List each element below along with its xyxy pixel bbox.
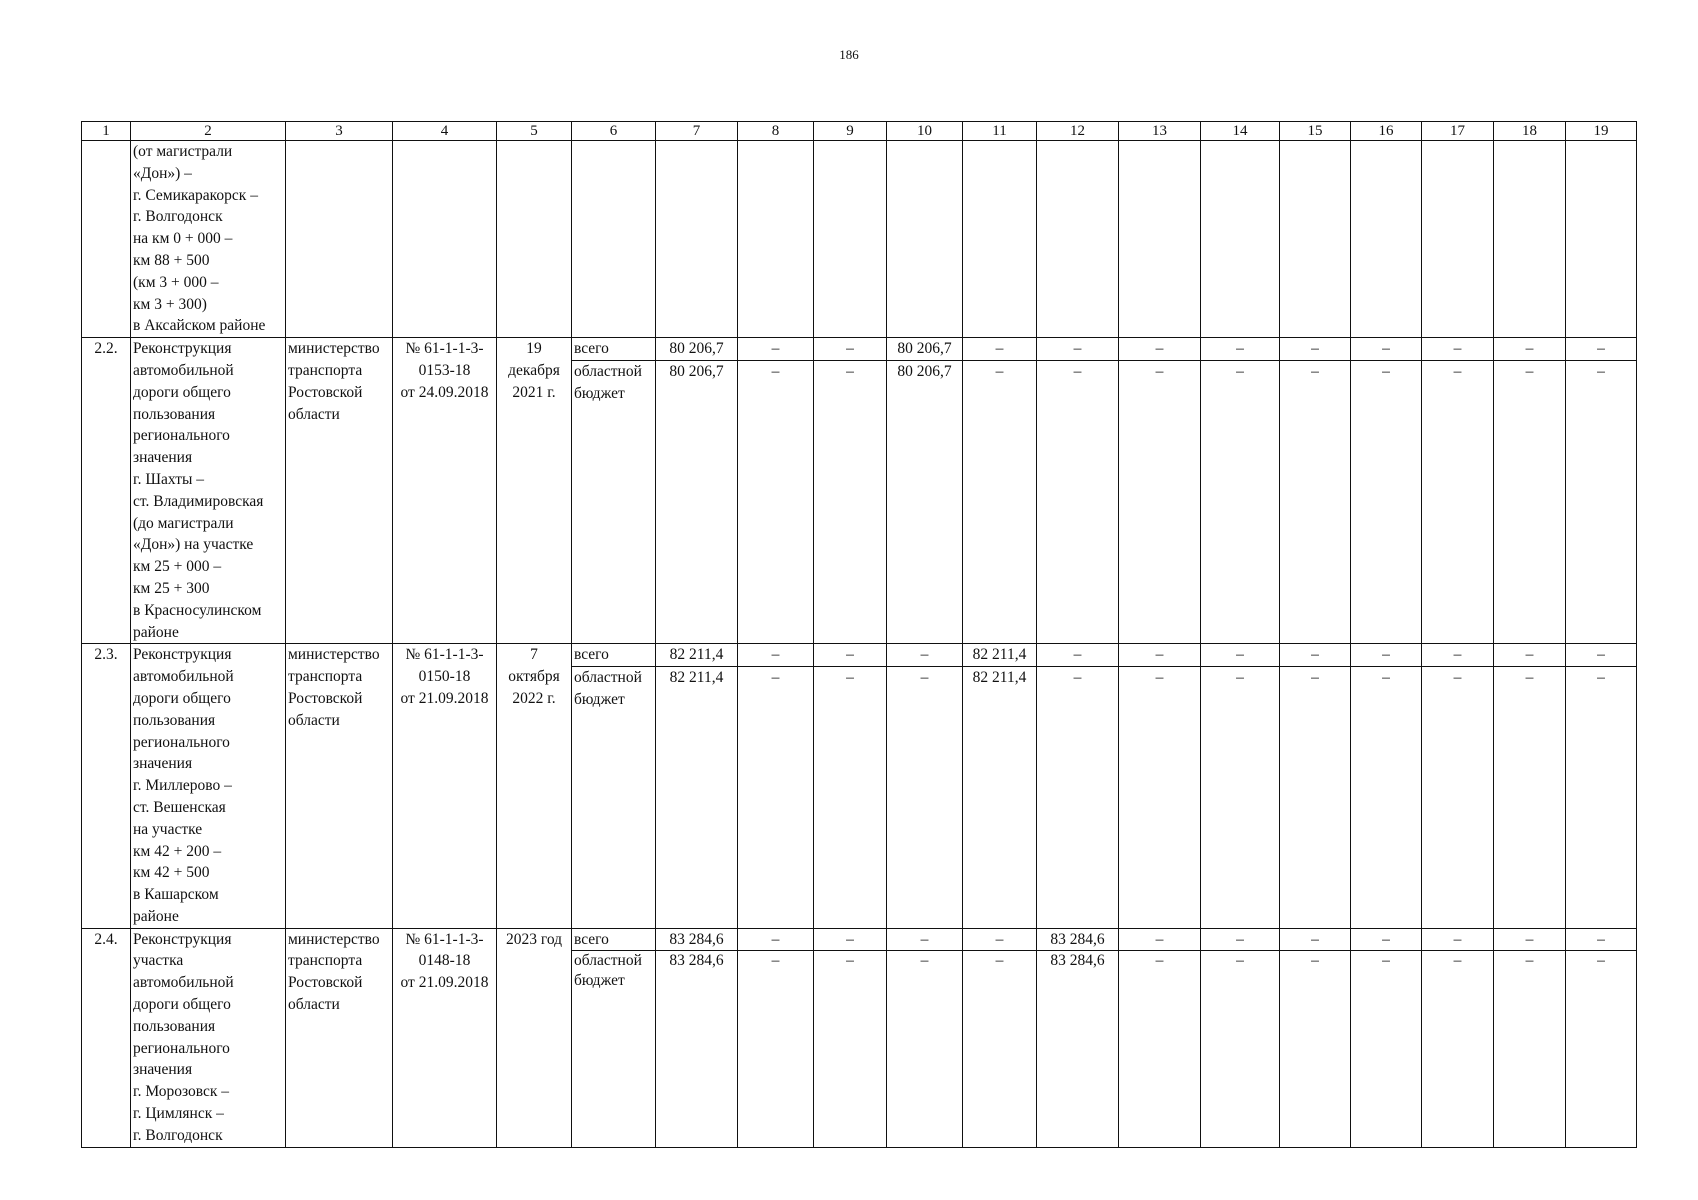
header-cell: 2 bbox=[131, 122, 286, 141]
empty-cell bbox=[814, 141, 887, 338]
header-cell: 13 bbox=[1119, 122, 1201, 141]
amount-cell: – bbox=[738, 928, 814, 951]
empty-cell bbox=[656, 141, 738, 338]
amount-cell: – bbox=[1119, 951, 1201, 1147]
amount-cell: – bbox=[738, 667, 814, 929]
customer-cell: министерство транспорта Ростовской области bbox=[286, 928, 393, 1147]
project-name-cell: Реконструкция автомобильной дороги общего пользования регионального значения г. Миллерово – ст. Вешенская на участке км 42 + 200 – км 42 + 500 в Кашарском районе bbox=[131, 644, 286, 928]
amount-cell: – bbox=[738, 360, 814, 643]
amount-cell: – bbox=[1566, 928, 1637, 951]
header-cell: 19 bbox=[1566, 122, 1637, 141]
amount-cell: – bbox=[1037, 644, 1119, 667]
empty-cell bbox=[1119, 141, 1201, 338]
header-cell: 6 bbox=[572, 122, 656, 141]
amount-cell: – bbox=[887, 951, 963, 1147]
customer-cell: министерство транспорта Ростовской области bbox=[286, 338, 393, 644]
amount-cell: – bbox=[1119, 360, 1201, 643]
empty-cell bbox=[1494, 141, 1566, 338]
header-cell: 11 bbox=[963, 122, 1037, 141]
header-cell: 9 bbox=[814, 122, 887, 141]
project-name-cell: Реконструкция автомобильной дороги общего пользования регионального значения г. Шахты – ст. Владимировская (до магистрали «Дон») на участке км 25 + 000 – км 25 + 300 в Красносулинском районе bbox=[131, 338, 286, 644]
amount-cell: 80 206,7 bbox=[656, 338, 738, 361]
funding-source-cell: областной бюджет bbox=[572, 667, 656, 929]
header-cell: 1 bbox=[82, 122, 131, 141]
amount-cell: – bbox=[1566, 338, 1637, 361]
amount-cell: – bbox=[1280, 644, 1351, 667]
empty-cell bbox=[393, 141, 497, 338]
header-cell: 7 bbox=[656, 122, 738, 141]
amount-cell: – bbox=[1422, 928, 1494, 951]
amount-cell: – bbox=[1494, 360, 1566, 643]
empty-cell bbox=[1037, 141, 1119, 338]
amount-cell: 82 211,4 bbox=[963, 667, 1037, 929]
empty-cell bbox=[1351, 141, 1422, 338]
amount-cell: 82 211,4 bbox=[656, 667, 738, 929]
amount-cell: – bbox=[887, 644, 963, 667]
amount-cell: – bbox=[1037, 338, 1119, 361]
row-number-cell: 2.2. bbox=[82, 338, 131, 644]
amount-cell: – bbox=[1351, 667, 1422, 929]
amount-cell: – bbox=[1201, 667, 1280, 929]
amount-cell: – bbox=[1280, 951, 1351, 1147]
amount-cell: 82 211,4 bbox=[656, 644, 738, 667]
amount-cell: – bbox=[1494, 338, 1566, 361]
amount-cell: – bbox=[1566, 644, 1637, 667]
amount-cell: 83 284,6 bbox=[1037, 951, 1119, 1147]
funding-source-cell: всего bbox=[572, 644, 656, 667]
amount-cell: – bbox=[1422, 360, 1494, 643]
amount-cell: – bbox=[1351, 928, 1422, 951]
amount-cell: – bbox=[814, 644, 887, 667]
amount-cell: 80 206,7 bbox=[887, 360, 963, 643]
header-cell: 8 bbox=[738, 122, 814, 141]
amount-cell: – bbox=[1422, 338, 1494, 361]
empty-cell bbox=[963, 141, 1037, 338]
amount-cell: – bbox=[1566, 951, 1637, 1147]
amount-cell: – bbox=[963, 928, 1037, 951]
customer-cell: министерство транспорта Ростовской области bbox=[286, 644, 393, 928]
amount-cell: – bbox=[963, 360, 1037, 643]
empty-cell bbox=[887, 141, 963, 338]
amount-cell: – bbox=[1280, 360, 1351, 643]
amount-cell: – bbox=[1201, 951, 1280, 1147]
investment-table bbox=[81, 121, 1637, 1148]
row-number-cell: 2.3. bbox=[82, 644, 131, 928]
amount-cell: – bbox=[814, 667, 887, 929]
amount-cell: – bbox=[1037, 360, 1119, 643]
amount-cell: – bbox=[1494, 667, 1566, 929]
document-cell: № 61-1-1-3- 0148-18 от 21.09.2018 bbox=[393, 928, 497, 1147]
amount-cell: – bbox=[1351, 644, 1422, 667]
amount-cell: – bbox=[1119, 928, 1201, 951]
amount-cell: 80 206,7 bbox=[656, 360, 738, 643]
amount-cell: – bbox=[738, 951, 814, 1147]
funding-source-cell: всего bbox=[572, 338, 656, 361]
funding-source-cell: областной бюджет bbox=[572, 360, 656, 643]
amount-cell: – bbox=[1422, 951, 1494, 1147]
header-cell: 17 bbox=[1422, 122, 1494, 141]
amount-cell: – bbox=[1280, 338, 1351, 361]
amount-cell: – bbox=[1494, 644, 1566, 667]
document-cell: № 61-1-1-3- 0153-18 от 24.09.2018 bbox=[393, 338, 497, 644]
amount-cell: – bbox=[963, 951, 1037, 1147]
deadline-cell: 2023 год bbox=[497, 928, 572, 1147]
header-cell: 12 bbox=[1037, 122, 1119, 141]
amount-cell: – bbox=[887, 667, 963, 929]
project-row-total bbox=[82, 928, 1637, 951]
amount-cell: – bbox=[1037, 667, 1119, 929]
header-cell: 16 bbox=[1351, 122, 1422, 141]
amount-cell: – bbox=[1351, 951, 1422, 1147]
amount-cell: – bbox=[1119, 667, 1201, 929]
amount-cell: – bbox=[1280, 928, 1351, 951]
empty-cell bbox=[738, 141, 814, 338]
amount-cell: – bbox=[963, 338, 1037, 361]
project-row-total bbox=[82, 338, 1637, 361]
amount-cell: – bbox=[814, 951, 887, 1147]
amount-cell: 83 284,6 bbox=[1037, 928, 1119, 951]
funding-source-cell: областной бюджет bbox=[572, 951, 656, 1147]
amount-cell: – bbox=[1119, 644, 1201, 667]
header-row bbox=[82, 122, 1637, 141]
project-name-cell: Реконструкция участка автомобильной дороги общего пользования регионального значения г. Морозовск – г. Цимлянск – г. Волгодонск bbox=[131, 928, 286, 1147]
project-name-cell: (от магистрали «Дон») – г. Семикаракорск – г. Волгодонск на км 0 + 000 – км 88 + 500 (км 3 + 000 – км 3 + 300) в Аксайском районе bbox=[131, 141, 286, 338]
amount-cell: 83 284,6 bbox=[656, 928, 738, 951]
empty-cell bbox=[1201, 141, 1280, 338]
amount-cell: – bbox=[1494, 951, 1566, 1147]
deadline-cell: 19 декабря 2021 г. bbox=[497, 338, 572, 644]
document-cell: № 61-1-1-3- 0150-18 от 21.09.2018 bbox=[393, 644, 497, 928]
amount-cell: – bbox=[1119, 338, 1201, 361]
header-cell: 10 bbox=[887, 122, 963, 141]
amount-cell: – bbox=[1351, 338, 1422, 361]
header-cell: 3 bbox=[286, 122, 393, 141]
empty-cell bbox=[572, 141, 656, 338]
amount-cell: – bbox=[1201, 360, 1280, 643]
header-cell: 5 bbox=[497, 122, 572, 141]
header-cell: 4 bbox=[393, 122, 497, 141]
amount-cell: – bbox=[1201, 644, 1280, 667]
empty-cell bbox=[1422, 141, 1494, 338]
project-row-total bbox=[82, 644, 1637, 667]
amount-cell: – bbox=[1422, 667, 1494, 929]
page-number: 186 bbox=[839, 47, 859, 62]
amount-cell: – bbox=[814, 360, 887, 643]
amount-cell: – bbox=[1351, 360, 1422, 643]
header-cell: 18 bbox=[1494, 122, 1566, 141]
row-number-cell: 2.4. bbox=[82, 928, 131, 1147]
amount-cell: – bbox=[1201, 928, 1280, 951]
amount-cell: – bbox=[1280, 667, 1351, 929]
row-number-cell bbox=[82, 141, 131, 338]
amount-cell: – bbox=[887, 928, 963, 951]
amount-cell: – bbox=[738, 644, 814, 667]
amount-cell: – bbox=[814, 928, 887, 951]
amount-cell: – bbox=[814, 338, 887, 361]
header-cell: 15 bbox=[1280, 122, 1351, 141]
amount-cell: – bbox=[1201, 338, 1280, 361]
deadline-cell: 7 октября 2022 г. bbox=[497, 644, 572, 928]
amount-cell: 83 284,6 bbox=[656, 951, 738, 1147]
funding-source-cell: всего bbox=[572, 928, 656, 951]
amount-cell: – bbox=[1566, 667, 1637, 929]
amount-cell: – bbox=[1566, 360, 1637, 643]
empty-cell bbox=[1566, 141, 1637, 338]
amount-cell: – bbox=[738, 338, 814, 361]
header-cell: 14 bbox=[1201, 122, 1280, 141]
amount-cell: 80 206,7 bbox=[887, 338, 963, 361]
empty-cell bbox=[286, 141, 393, 338]
empty-cell bbox=[497, 141, 572, 338]
amount-cell: – bbox=[1494, 928, 1566, 951]
amount-cell: – bbox=[1422, 644, 1494, 667]
empty-cell bbox=[1280, 141, 1351, 338]
amount-cell: 82 211,4 bbox=[963, 644, 1037, 667]
continuation-row bbox=[82, 141, 1637, 338]
